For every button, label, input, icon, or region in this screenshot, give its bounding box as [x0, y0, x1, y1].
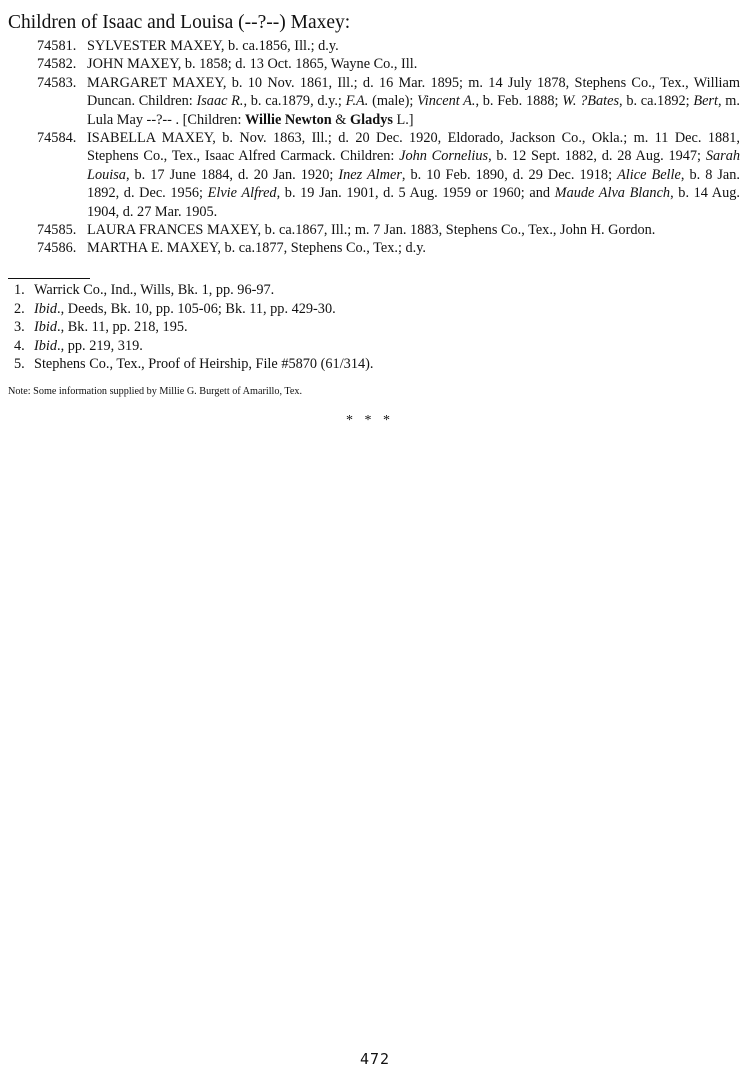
footnote-rule: [8, 278, 90, 279]
genealogy-entry: [37, 37, 740, 55]
text-segment: MARGARET MAXEY, b. 10 Nov. 1861, Ill.; d. 16 Mar. 1895; m. 14 July 1878, Stephens Co., Tex., William Duncan. Children:: [87, 74, 740, 110]
footnote: [14, 300, 734, 319]
text-segment: L.]: [392, 111, 414, 128]
text-segment: , b. 8 Jan. 1892, d. Dec. 1956;: [87, 166, 740, 202]
text-segment: ISABELLA MAXEY, b. Nov. 1863, Ill.; d. 20 Dec. 1920, Eldorado, Jackson Co., Okla.; m. 11 Dec. 1881, Stephens Co., Tex., Isaac Alfred Carmack. Children:: [87, 130, 740, 165]
entry-text: [87, 129, 740, 221]
text-segment: Sarah Louisa: [87, 148, 740, 183]
genealogy-entry: [37, 55, 740, 73]
text-segment: Vincent A.: [417, 93, 476, 110]
entry-text: [87, 239, 740, 257]
entry-number: 74586.: [37, 240, 77, 257]
footnote-text: [34, 337, 143, 356]
text-segment: Ibid: [34, 337, 58, 354]
text-segment: , b. Feb. 1888;: [475, 93, 563, 110]
text-segment: F.A.: [345, 93, 369, 110]
text-segment: ., pp. 219, 319.: [57, 337, 143, 354]
footnote: [14, 318, 734, 337]
genealogy-entry: [37, 239, 740, 257]
source-note: Note: Some information supplied by Millie G. Burgett of Amarillo, Tex.: [8, 386, 303, 397]
text-segment: , m. Lula May --?-- . [Children:: [87, 93, 740, 128]
entry-number: 74582.: [37, 56, 77, 73]
text-segment: Bert: [693, 93, 718, 110]
section-heading: Children of Isaac and Louisa (--?--) Maxey:: [8, 12, 351, 33]
footnote-text: [34, 318, 188, 337]
genealogy-entry: [37, 129, 740, 221]
entry-text: [87, 221, 740, 239]
text-segment: Willie Newton: [245, 111, 332, 128]
footnote-number: 4.: [14, 337, 25, 354]
text-segment: MARTHA E. MAXEY, b. ca.1877, Stephens Co., Tex.; d.y.: [87, 240, 427, 257]
footnote-text: [34, 281, 274, 300]
entries-list: [37, 37, 740, 258]
footnote-number: 5.: [14, 356, 25, 373]
entry-number: 74581.: [37, 38, 77, 54]
text-segment: ., Bk. 11, pp. 218, 195.: [57, 319, 188, 336]
text-segment: LAURA FRANCES MAXEY, b. ca.1867, Ill.; m. 7 Jan. 1883, Stephens Co., Tex., John H. Gordon.: [87, 222, 656, 239]
footnote-number: 2.: [14, 300, 25, 317]
text-segment: Stephens Co., Tex., Proof of Heirship, File #5870 (61/314).: [34, 356, 374, 373]
text-segment: Warrick Co., Ind., Wills, Bk. 1, pp. 96-97.: [34, 282, 275, 298]
entry-text: [87, 37, 740, 55]
text-segment: , b. ca.1879, d.y.;: [243, 93, 346, 110]
text-segment: , b. 10 Feb. 1890, d. 29 Dec. 1918;: [401, 166, 618, 183]
footnote-number: 1.: [14, 282, 25, 298]
footnote: [14, 337, 734, 356]
text-segment: , b. ca.1892;: [619, 93, 694, 110]
text-segment: , b. 17 June 1884, d. 20 Jan. 1920;: [125, 166, 339, 183]
text-segment: Alice Belle: [617, 166, 681, 183]
text-segment: W. ?Bates: [562, 93, 620, 110]
text-segment: , b. 19 Jan. 1901, d. 5 Aug. 1959 or 1960; and: [276, 185, 555, 202]
entry-number: 74585.: [37, 222, 77, 239]
page-number: 472: [359, 1050, 391, 1068]
text-segment: , b. 14 Aug. 1904, d. 27 Mar. 1905.: [87, 185, 740, 220]
footnote: [14, 355, 734, 374]
entry-text: [87, 55, 740, 73]
genealogy-entry: [37, 74, 740, 129]
text-segment: Elvie Alfred: [207, 185, 277, 202]
entry-number: 74584.: [37, 130, 77, 147]
footnote-number: 3.: [14, 319, 25, 336]
entry-number: 74583.: [37, 74, 77, 91]
footnotes-list: [14, 281, 734, 374]
text-segment: (male);: [368, 93, 418, 110]
text-segment: SYLVESTER MAXEY, b. ca.1856, Ill.; d.y.: [87, 38, 339, 54]
footnote-text: [34, 355, 373, 374]
text-segment: JOHN MAXEY, b. 1858; d. 13 Oct. 1865, Wayne Co., Ill.: [87, 56, 418, 73]
section-separator: * * *: [346, 413, 394, 428]
text-segment: Ibid: [34, 300, 58, 317]
genealogy-entry: [37, 221, 740, 239]
footnote-text: [34, 300, 336, 319]
text-segment: John Cornelius: [399, 148, 489, 165]
text-segment: Gladys: [350, 111, 393, 128]
entry-text: [87, 74, 740, 129]
text-segment: Inez Almer: [338, 166, 402, 183]
text-segment: ., Deeds, Bk. 10, pp. 105-06; Bk. 11, pp. 429-30.: [57, 300, 336, 317]
text-segment: , b. 12 Sept. 1882, d. 28 Aug. 1947;: [488, 148, 706, 165]
footnote: [14, 281, 734, 300]
text-segment: Maude Alva Blanch: [554, 185, 671, 202]
text-segment: Isaac R.: [196, 93, 244, 110]
text-segment: Ibid: [34, 319, 58, 336]
text-segment: &: [331, 111, 350, 128]
